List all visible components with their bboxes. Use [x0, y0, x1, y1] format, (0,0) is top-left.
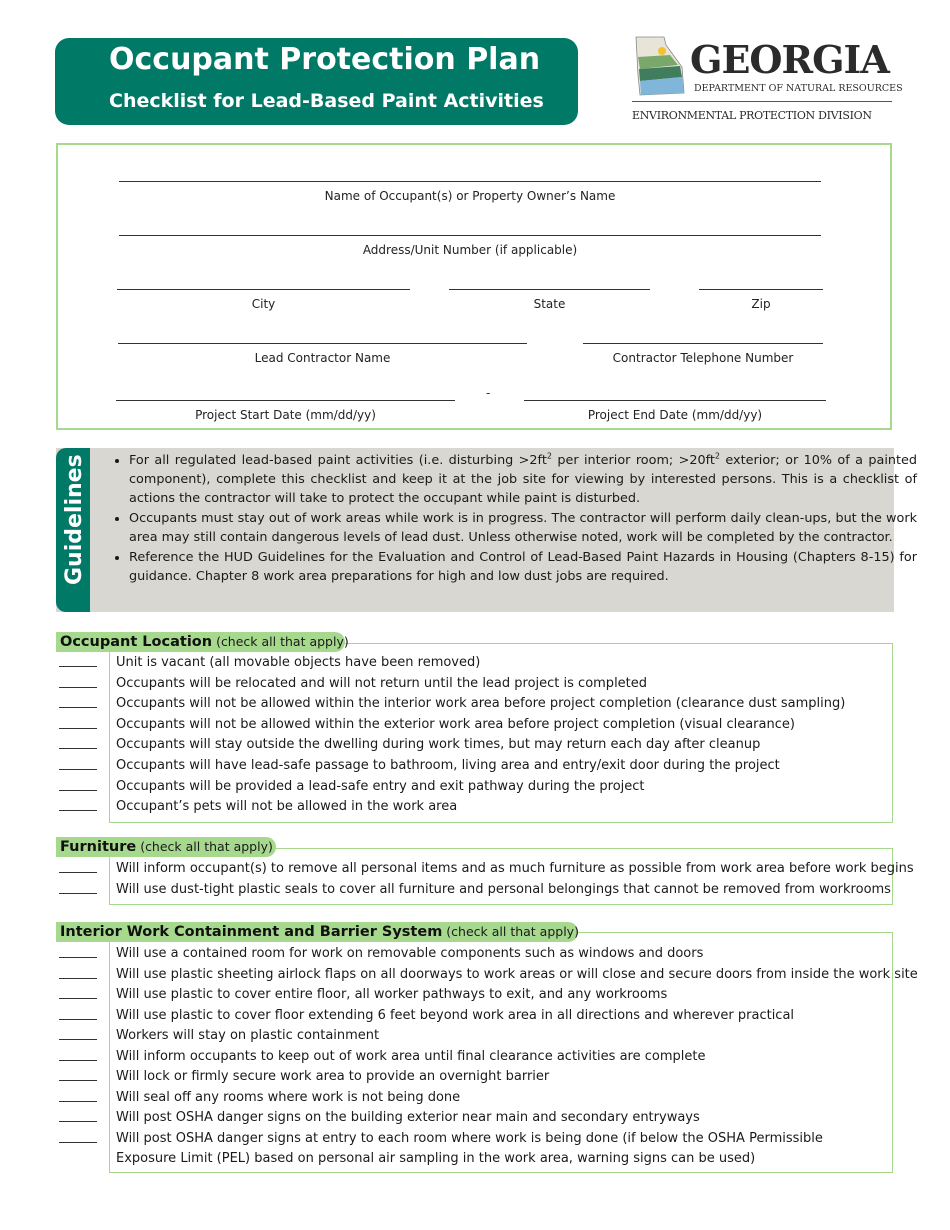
checklist-item-text: Occupants will be relocated and will not return until the lead project is completed — [116, 675, 648, 691]
title-banner — [55, 38, 578, 125]
checklist-item-text: Occupants will not be allowed within the interior work area before project completion (clearance dust sampling) — [116, 696, 846, 712]
checklist-item — [0, 1006, 894, 1026]
occupant-name-caption: Name of Occupant(s) or Property Owner’s Name — [324, 189, 616, 203]
state-caption: State — [533, 297, 566, 311]
check-blank[interactable] — [59, 1039, 97, 1040]
checklist-item — [0, 859, 914, 879]
contractor-name-field[interactable] — [118, 343, 527, 365]
georgia-map-icon — [632, 35, 688, 97]
checklist-item — [0, 674, 894, 694]
checklist-item-text: Unit is vacant (all movable objects have been removed) — [116, 655, 481, 670]
georgia-epd-logo — [632, 35, 903, 130]
end-date-caption: Project End Date (mm/dd/yy) — [587, 408, 763, 422]
checklist-item-text: Will use dust-tight plastic seals to cover all furniture and personal belongings that cannot be removed from workrooms — [116, 881, 891, 897]
city-field[interactable] — [117, 289, 410, 311]
checklist-item — [0, 694, 894, 714]
checklist-item-text: Will inform occupants to keep out of work area until final clearance activities are complete — [116, 1048, 706, 1064]
checklist-item-text: Occupants will be provided a lead-safe entry and exit pathway during the project — [116, 778, 645, 794]
occupant-location-header — [56, 632, 349, 652]
checklist-item — [0, 1129, 894, 1166]
page-subtitle: Checklist for Lead-Based Paint Activities — [109, 90, 544, 112]
check-blank[interactable] — [59, 687, 97, 688]
check-blank[interactable] — [59, 748, 97, 749]
checklist-item-text: Will post OSHA danger signs on the building exterior near main and secondary entryways — [116, 1110, 700, 1125]
contractor-phone-caption: Contractor Telephone Number — [612, 351, 794, 365]
guidelines-list — [100, 451, 917, 587]
checklist-item — [0, 715, 894, 735]
guideline-item: • For all regulated lead-based paint activities (i.e. disturbing $>2ft^2$ per interior room; $>20ft^2$ exterior; or 10% of a painted component), complete this checklist and keep it at the job site for viewing by interested persons. This is a checklist of actions the contractor will take to protect the occupant while paint is disturbed. — [129, 451, 917, 508]
logo-divider — [632, 101, 892, 102]
check-blank[interactable] — [59, 1060, 97, 1061]
check-blank[interactable] — [59, 728, 97, 729]
checklist-item-text: Will inform occupant(s) to remove all personal items and as much furniture as possible from work area before work begins — [116, 861, 914, 876]
start-date-field[interactable] — [116, 400, 455, 422]
guideline-item: • Reference the HUD Guidelines for the Evaluation and Control of Lead-Based Paint Hazards in Housing (Chapters 8-15) for guidance. Chapter 8 work area preparations for high and low dust jobs are required. — [129, 548, 917, 586]
checklist-item-text: Occupants will stay outside the dwelling during work times, but may return each day after cleanup — [116, 737, 761, 753]
checklist-item-text: Workers will stay on plastic containment — [116, 1028, 380, 1043]
check-blank[interactable] — [59, 1019, 97, 1020]
guidelines-panel — [56, 448, 917, 612]
checklist-item — [0, 797, 894, 817]
logo-name: GEORGIA — [690, 37, 889, 82]
checklist-item-text: Occupant’s pets will not be allowed in the work area — [116, 799, 458, 815]
occupant-location-title: Occupant Location — [60, 634, 213, 650]
address-field[interactable] — [119, 235, 821, 257]
checklist-item — [0, 1108, 894, 1128]
zip-caption: Zip — [751, 297, 771, 311]
check-blank[interactable] — [59, 1142, 97, 1143]
page-title: Occupant Protection Plan — [109, 42, 541, 77]
logo-department: DEPARTMENT OF NATURAL RESOURCES — [694, 83, 903, 94]
checklist-item-text: Will post OSHA danger signs at entry to each room where work is being done (if below the OSHA Permissible Exposure Limit (PEL) based on personal air sampling in the work area, warning signs can be used) — [116, 1130, 823, 1166]
checklist-item-text: Will use a contained room for work on removable components such as windows and doors — [116, 946, 704, 961]
furniture-title: Furniture — [60, 839, 137, 855]
occupant-location-note: (check all that apply) — [216, 634, 349, 649]
checklist-item-text: Occupants will not be allowed within the exterior work area before project completion (visual clearance) — [116, 716, 795, 732]
end-date-field[interactable] — [524, 400, 826, 422]
check-blank[interactable] — [59, 893, 97, 894]
check-blank[interactable] — [59, 707, 97, 708]
checklist-item-text: Occupants will have lead-safe passage to bathroom, living area and entry/exit door during the project — [116, 758, 780, 773]
check-blank[interactable] — [59, 978, 97, 979]
checklist-item — [0, 985, 894, 1005]
check-blank[interactable] — [59, 998, 97, 999]
containment-note: (check all that apply) — [446, 924, 579, 939]
guideline-item: • Occupants must stay out of work areas while work is in progress. The contractor will perform daily clean-ups, but the work area may still contain dangerous levels of lead dust. Unless otherwise noted, work will be completed by the contractor. — [129, 509, 917, 547]
checklist-item — [0, 965, 918, 985]
check-blank[interactable] — [59, 769, 97, 770]
check-blank[interactable] — [59, 872, 97, 873]
checklist-item — [0, 756, 894, 776]
check-blank[interactable] — [59, 666, 97, 667]
date-separator: - — [486, 386, 491, 400]
checklist-item — [0, 1088, 894, 1108]
state-field[interactable] — [449, 289, 650, 311]
containment-header — [56, 922, 578, 942]
city-caption: City — [251, 297, 276, 311]
guidelines-label: Guidelines — [62, 454, 87, 585]
logo-division: ENVIRONMENTAL PROTECTION DIVISION — [632, 109, 872, 122]
start-date-caption: Project Start Date (mm/dd/yy) — [195, 408, 376, 422]
contractor-name-caption: Lead Contractor Name — [254, 351, 391, 365]
checklist-item — [0, 944, 894, 964]
checklist-item — [0, 1047, 894, 1067]
checklist-item-text: Will seal off any rooms where work is not being done — [116, 1089, 461, 1105]
furniture-header — [56, 837, 276, 857]
check-blank[interactable] — [59, 790, 97, 791]
check-blank[interactable] — [59, 957, 97, 958]
checklist-item — [0, 1067, 894, 1087]
zip-field[interactable] — [699, 289, 823, 311]
checklist-item-text: Will use plastic to cover floor extending 6 feet beyond work area in all directions and wherever practical — [116, 1007, 795, 1023]
check-blank[interactable] — [59, 1080, 97, 1081]
checklist-item — [0, 1026, 894, 1046]
furniture-note: (check all that apply) — [140, 839, 273, 854]
checklist-item — [0, 777, 894, 797]
checklist-item — [0, 653, 894, 673]
occupant-name-field[interactable] — [119, 181, 821, 203]
check-blank[interactable] — [59, 1121, 97, 1122]
check-blank[interactable] — [59, 810, 97, 811]
containment-title: Interior Work Containment and Barrier System — [60, 924, 443, 940]
check-blank[interactable] — [59, 1101, 97, 1102]
checklist-item-text: Will use plastic to cover entire floor, all worker pathways to exit, and any workrooms — [116, 987, 668, 1002]
checklist-item — [0, 735, 894, 755]
checklist-item — [0, 880, 894, 900]
checklist-item-text: Will lock or firmly secure work area to provide an overnight barrier — [116, 1069, 550, 1084]
checklist-item-text: Will use plastic sheeting airlock flaps on all doorways to work areas or will close and secure doors from inside the work site — [116, 966, 918, 982]
contractor-phone-field[interactable] — [583, 343, 823, 365]
guidelines-tab — [56, 448, 90, 612]
address-caption: Address/Unit Number (if applicable) — [362, 243, 578, 257]
